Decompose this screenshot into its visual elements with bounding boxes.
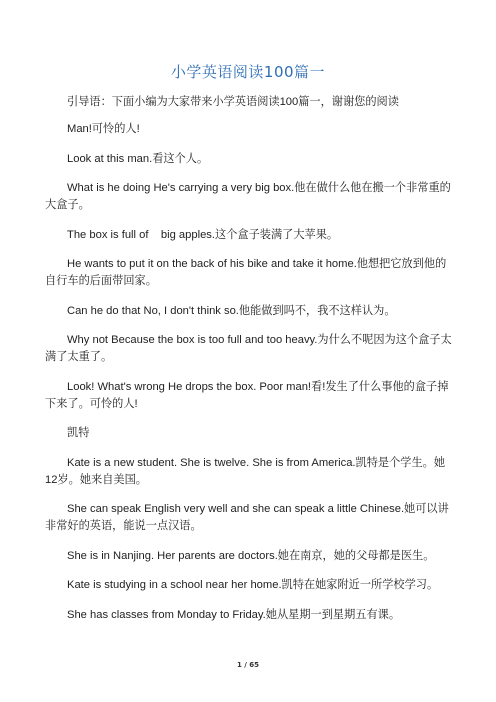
paragraph: Kate is studying in a school near her home.凯特在她家附近一所学校学习。 [67, 579, 439, 591]
paragraph: Can he do that No, I don't think so.他能做到吗不，我不这样认为。 [67, 304, 396, 317]
article-body [45, 94, 453, 636]
paragraph-heading-poor-man: Man!可怜的人! [67, 123, 140, 135]
paragraph: He wants to put it on the back of his bike and take it home.他想把它放到他的自行车的后面带回家。 [45, 258, 447, 287]
paragraph: She is in Nanjing. Her parents are doctors.她在南京，她的父母都是医生。 [67, 549, 435, 562]
paragraph: What is he doing He's carrying a very big box.他在做什么他在搬一个非常重的大盒子。 [45, 182, 451, 211]
page-title: 小学英语阅读100篇一 [170, 63, 326, 81]
paragraph-heading-kate: 凯特 [67, 427, 90, 439]
paragraph: The box is full of big apples.这个盒子装满了大苹果。 [67, 228, 339, 241]
paragraph: Why not Because the box is too full and too heavy.为什么不呢因为这个盒子太满了太重了。 [45, 334, 452, 363]
paragraph: Look at this man.看这个人。 [67, 152, 209, 165]
paragraph: She has classes from Monday to Friday.她从星期一到星期五有课。 [67, 608, 401, 621]
page-number: 1 / 65 [236, 661, 260, 669]
paragraph-intro: 引导语：下面小编为大家带来小学英语阅读100篇一，谢谢您的阅读 [67, 96, 399, 108]
paragraph: Look! What's wrong He drops the box. Poor man!看!发生了什么事他的盒子掉下来了。可怜的人! [45, 380, 449, 410]
paragraph: She can speak English very well and she can speak a little Chinese.她可以讲非常好的英语，能说一点汉语。 [45, 503, 449, 532]
paragraph: Kate is a new student. She is twelve. She is from America.凯特是个学生。她 12岁。她来自美国。 [45, 456, 446, 486]
